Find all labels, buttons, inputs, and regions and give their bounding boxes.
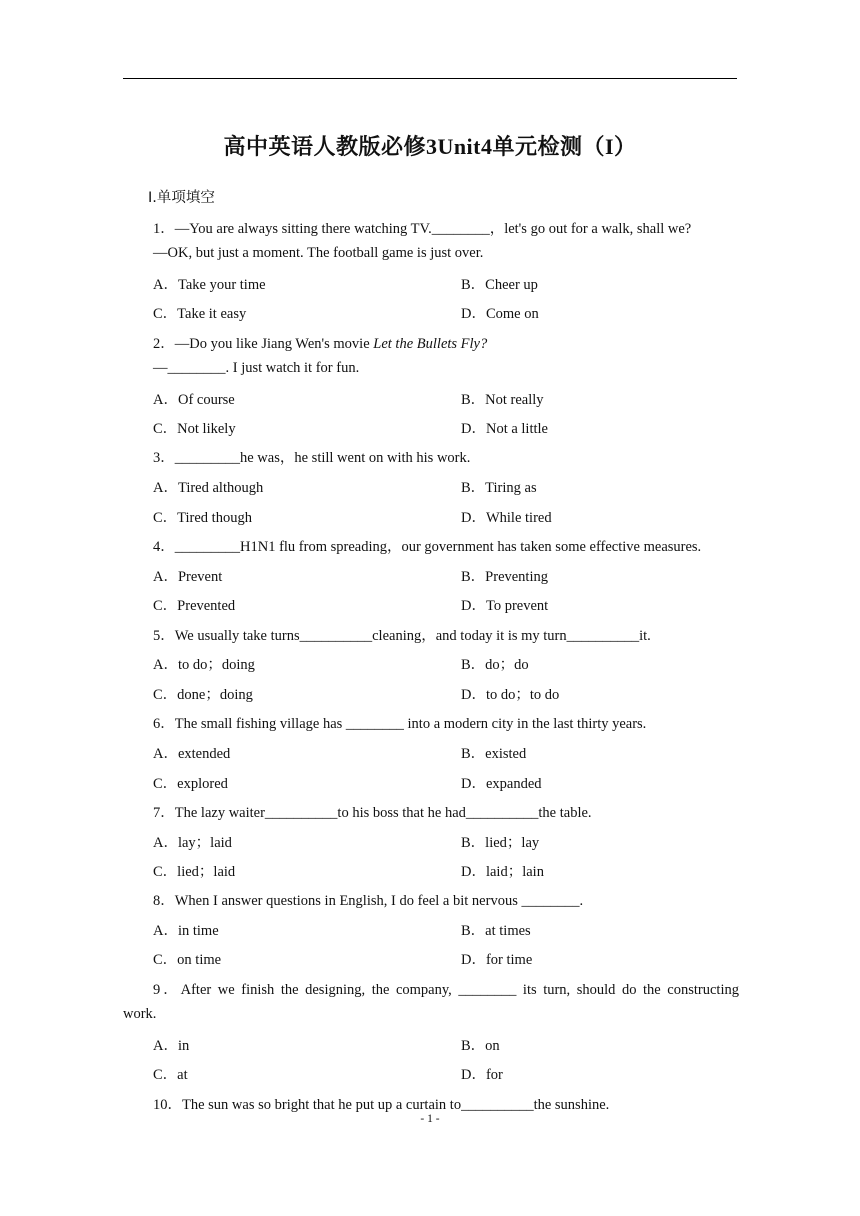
q3-option-b: B．Tiring as <box>461 480 537 496</box>
q1-option-d: D．Come on <box>461 306 539 322</box>
question-5-stem: 5．We usually take turns__________cleaning，and today it is my turn__________it. <box>153 628 651 644</box>
q4-option-a: A．Prevent <box>153 569 223 585</box>
q2-option-a: A．Of course <box>153 392 235 408</box>
q1-option-c: C．Take it easy <box>153 306 247 322</box>
question-2-stem-text: 2．—Do you like Jiang Wen's movie <box>153 336 374 352</box>
q9-option-b: B．on <box>461 1038 500 1054</box>
question-8-stem: 8．When I answer questions in English, I do feel a bit nervous ________. <box>153 893 584 909</box>
q3-option-d: D．While tired <box>461 510 552 526</box>
q2-option-d: D．Not a little <box>461 421 548 437</box>
q9-option-a: A．in <box>153 1038 190 1054</box>
question-3-stem: 3．_________he was，he still went on with his work. <box>153 450 471 466</box>
q9-option-c: C．at <box>153 1067 188 1083</box>
q3-option-a: A．Tired although <box>153 480 264 496</box>
q6-option-c: C．explored <box>153 776 228 792</box>
q5-option-b: B．do；do <box>461 657 529 673</box>
q8-option-a: A．in time <box>153 923 219 939</box>
q7-option-d: D．laid；lain <box>461 864 544 880</box>
q3-option-c: C．Tired though <box>153 510 252 526</box>
question-2-stem <box>153 332 487 353</box>
q8-option-b: B．at times <box>461 923 531 939</box>
q6-option-d: D．expanded <box>461 776 542 792</box>
q7-option-a: A．lay；laid <box>153 835 232 851</box>
q4-option-b: B．Preventing <box>461 569 548 585</box>
q2-option-c: C．Not likely <box>153 421 236 437</box>
question-6-stem: 6．The small fishing village has ________ into a modern city in the last thirty years. <box>153 716 647 732</box>
page-number: - 1 - <box>420 1113 440 1125</box>
question-7-stem: 7．The lazy waiter__________to his boss that he had__________the table. <box>153 805 592 821</box>
q5-option-d: D．to do；to do <box>461 687 560 703</box>
movie-title: Let the Bullets Fly? <box>373 336 488 352</box>
q7-option-b: B．lied；lay <box>461 835 540 851</box>
section-heading: Ⅰ.单项填空 <box>148 190 215 206</box>
question-2-stem-cont: —________. I just watch it for fun. <box>153 360 360 376</box>
question-9-stem: 9．After we finish the designing, the company, ________ its turn, should do the constructing <box>153 982 739 998</box>
question-1-stem-cont: —OK, but just a moment. The football game is just over. <box>153 245 484 261</box>
question-1-stem: 1．—You are always sitting there watching TV.________，let's go out for a walk, shall we? <box>153 221 692 237</box>
q6-option-a: A．extended <box>153 746 231 762</box>
q7-option-c: C．lied；laid <box>153 864 236 880</box>
q6-option-b: B．existed <box>461 746 527 762</box>
q1-option-b: B．Cheer up <box>461 277 538 293</box>
q1-option-a: A．Take your time <box>153 277 266 293</box>
question-10-stem: 10．The sun was so bright that he put up a curtain to__________the sunshine. <box>153 1097 610 1113</box>
q9-option-d: D．for <box>461 1067 503 1083</box>
question-4-stem: 4．_________H1N1 flu from spreading，our government has taken some effective measures. <box>153 539 702 555</box>
question-9-stem-cont: work. <box>123 1006 157 1022</box>
q8-option-c: C．on time <box>153 952 222 968</box>
q4-option-c: C．Prevented <box>153 598 236 614</box>
q4-option-d: D．To prevent <box>461 598 549 614</box>
q2-option-b: B．Not really <box>461 392 544 408</box>
header-rule <box>123 78 737 79</box>
q5-option-a: A．to do；doing <box>153 657 255 673</box>
q8-option-d: D．for time <box>461 952 533 968</box>
q5-option-c: C．done；doing <box>153 687 253 703</box>
page-title: 高中英语人教版必修3Unit4单元检测（I） <box>223 134 637 159</box>
